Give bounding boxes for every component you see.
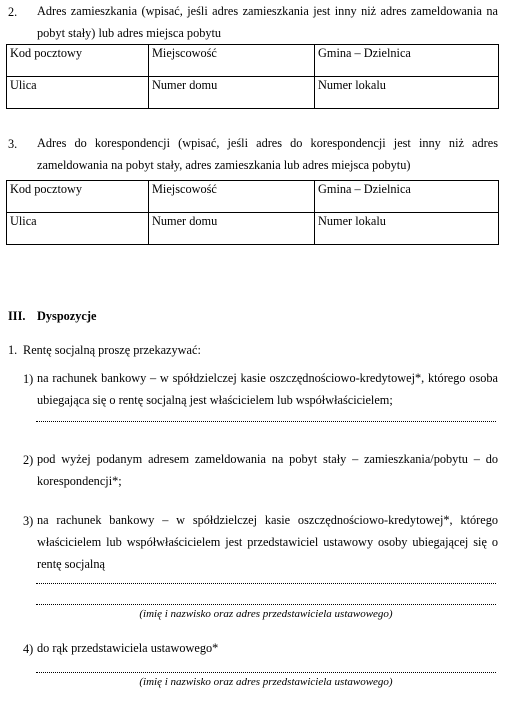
- section-2-number: 2.: [8, 5, 18, 19]
- apartment-number-cell[interactable]: Numer lokalu: [315, 77, 499, 109]
- item-4-number: 4): [23, 642, 34, 656]
- item-1-fill-line[interactable]: [36, 421, 496, 422]
- address-table-section-3: [6, 180, 499, 245]
- municipality-district-cell[interactable]: Gmina – Dzielnica: [315, 181, 499, 213]
- street-cell[interactable]: Ulica: [7, 213, 149, 245]
- street-cell[interactable]: Ulica: [7, 77, 149, 109]
- table-row: [7, 213, 499, 245]
- house-number-cell[interactable]: Numer domu: [149, 77, 315, 109]
- item-1-number: 1): [23, 372, 34, 386]
- table-row: [7, 45, 499, 77]
- locality-cell[interactable]: Miejscowość: [149, 45, 315, 77]
- municipality-district-cell[interactable]: Gmina – Dzielnica: [315, 45, 499, 77]
- table-row: [7, 77, 499, 109]
- item-4-text: do rąk przedstawiciela ustawowego*: [37, 641, 219, 655]
- locality-cell[interactable]: Miejscowość: [149, 181, 315, 213]
- section-3-number: 3.: [8, 137, 18, 151]
- item-4-fill-line[interactable]: [36, 672, 496, 673]
- section-3-text: Adres do korespondencji (wpisać, jeśli adres do korespondencji jest inny niż adres zameldowania na pobyt stały, adres zamieszkania lub adres miejsca pobytu): [37, 136, 498, 172]
- part-3-numeral: III.: [8, 309, 26, 323]
- part-3-title: Dyspozycje: [37, 309, 97, 323]
- apartment-number-cell[interactable]: Numer lokalu: [315, 213, 499, 245]
- item-2-text: pod wyżej podanym adresem zameldowania na pobyt stały – zamieszkania/pobytu – do korespondencji*;: [37, 452, 498, 488]
- item-3-text: na rachunek bankowy – w spółdzielczej kasie oszczędnościowo-kredytowej*, którego właścicielem lub współwłaścicielem jest przedstawiciel ustawowy osoby ubiegającej się o rentę socjalną: [37, 513, 498, 571]
- point-1-number: 1.: [8, 343, 18, 357]
- item-4-caption: (imię i nazwisko oraz adres przedstawiciela ustawowego): [139, 676, 393, 688]
- item-3-caption: (imię i nazwisko oraz adres przedstawiciela ustawowego): [139, 608, 393, 620]
- item-3-number: 3): [23, 514, 34, 528]
- table-row: [7, 181, 499, 213]
- postal-code-cell[interactable]: Kod pocztowy: [7, 181, 149, 213]
- postal-code-cell[interactable]: Kod pocztowy: [7, 45, 149, 77]
- point-1-text: Rentę socjalną proszę przekazywać:: [23, 343, 201, 357]
- item-1-text: na rachunek bankowy – w spółdzielczej kasie oszczędnościowo-kredytowej*, którego osoba ubiegająca się o rentę socjalną jest właścicielem lub współwłaścicielem;: [37, 371, 498, 407]
- item-2-number: 2): [23, 453, 34, 467]
- house-number-cell[interactable]: Numer domu: [149, 213, 315, 245]
- section-2-text: Adres zamieszkania (wpisać, jeśli adres zamieszkania jest inny niż adres zameldowania na pobyt stały) lub adres miejsca pobytu: [37, 4, 498, 40]
- item-3-fill-line-1[interactable]: [36, 583, 496, 584]
- address-table-section-2: [6, 44, 499, 109]
- item-3-fill-line-2[interactable]: [36, 604, 496, 605]
